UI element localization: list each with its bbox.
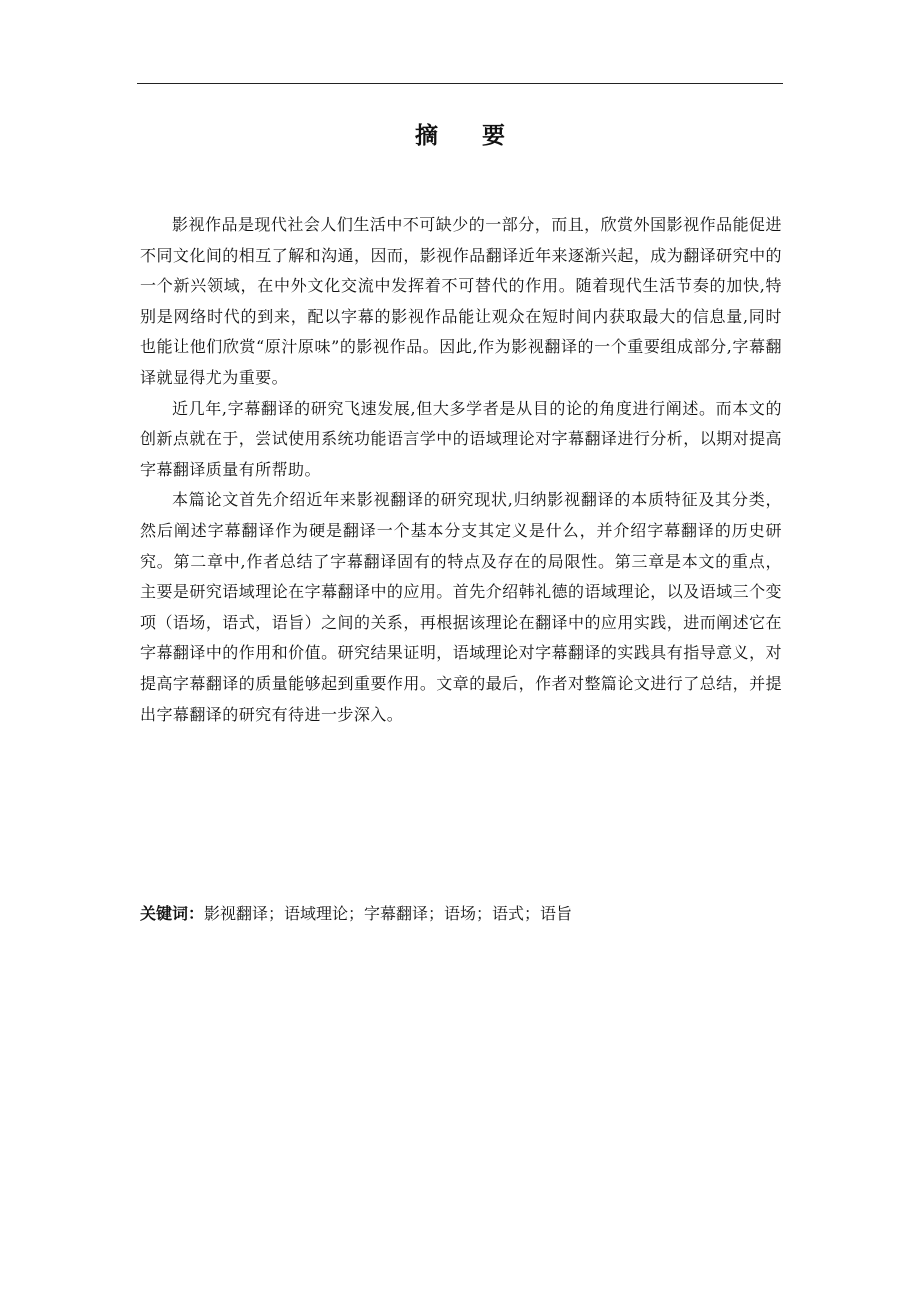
page-title: 摘 要	[414, 123, 523, 149]
abstract-paragraph-1: 影视作品是现代社会人们生活中不可缺少的一部分，而且，欣赏外国影视作品能促进不同文化间的相互了解和沟通，因而，影视作品翻译近年来逐渐兴起，成为翻译研究中的一个新兴领域，在中外文化交流中发挥着不可替代的作用。随着现代生活节奏的加快,特别是网络时代的到来，配以字幕的影视作品能让观众在短时间内获取最大的信息量,同时也能让他们欣赏“原汁原味”的影视作品。因此,作为影视翻译的一个重要组成部分,字幕翻译就显得尤为重要。	[140, 215, 782, 387]
keywords-line	[140, 899, 782, 929]
keywords-label: 关键词：	[140, 904, 205, 923]
keywords-value: 影视翻译；语域理论；字幕翻译；语场；语式；语旨	[204, 904, 573, 923]
header-rule	[137, 83, 783, 84]
abstract-paragraph-2: 近几年,字幕翻译的研究飞速发展,但大多学者是从目的论的角度进行阐述。而本文的创新点就在于，尝试使用系统功能语言学中的语域理论对字幕翻译进行分析，以期对提高字幕翻译质量有所帮助。	[140, 398, 782, 479]
abstract-paragraph-3: 本篇论文首先介绍近年来影视翻译的研究现状,归纳影视翻译的本质特征及其分类，然后阐述字幕翻译作为硬是翻译一个基本分支其定义是什么，并介绍字幕翻译的历史研究。第二章中,作者总结了字幕翻译固有的特点及存在的局限性。第三章是本文的重点，主要是研究语域理论在字幕翻译中的应用。首先介绍韩礼德的语域理论，以及语域三个变项（语场，语式，语旨）之间的关系，再根据该理论在翻译中的应用实践，进而阐述它在字幕翻译中的作用和价值。研究结果证明，语域理论对字幕翻译的实践具有指导意义，对提高字幕翻译的质量能够起到重要作用。文章的最后，作者对整篇论文进行了总结，并提出字幕翻译的研究有待进一步深入。	[140, 490, 782, 724]
abstract-body	[140, 210, 782, 730]
